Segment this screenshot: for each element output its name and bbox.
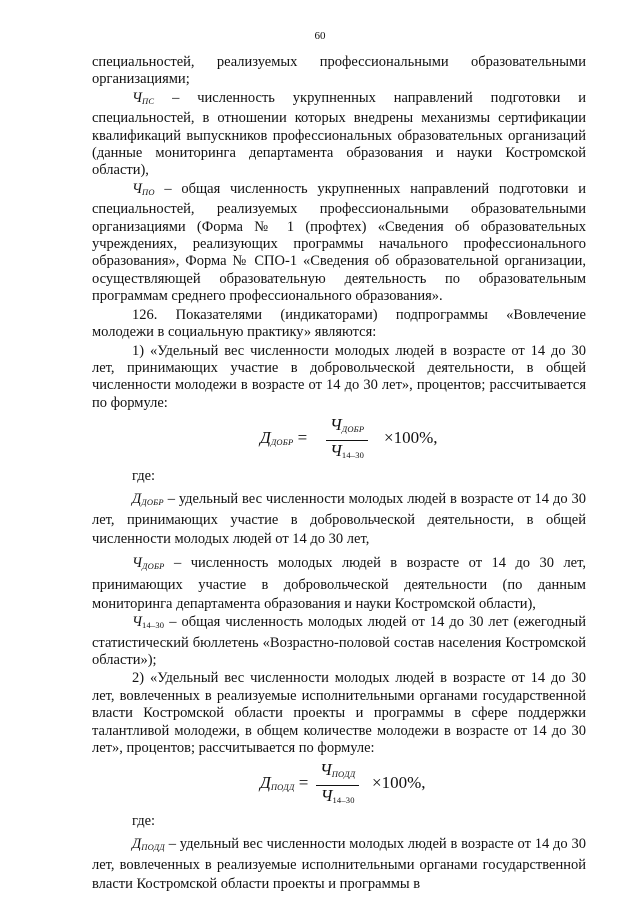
definition-ch-dobr [92, 554, 586, 613]
definition-ch-ps [92, 90, 586, 180]
formula-denominator: $Ч_{14-30}$ [320, 785, 355, 805]
formula-lhs: $Д_{ПОДД}$ = [260, 773, 309, 793]
symbol-subscript: ДОБР [141, 496, 164, 507]
definition-text: – общая численность молодых людей от 14 до 30 лет (ежегодный статистический бюллетень «Возрастно-половой состав населения Костромской области»); [92, 614, 586, 668]
symbol: Ч [132, 614, 142, 631]
page-number: 60 [314, 30, 326, 42]
where-label: где: [132, 813, 156, 830]
definition-text: – удельный вес численности молодых людей в возрасте от 14 до 30 лет, принимающих участие в добровольческой деятельности, в общей численности молодых людей от 14 до 30 лет, [92, 490, 586, 547]
definition-text: – численность молодых людей в возрасте от 14 до 30 лет, принимающих участие в добровольческой деятельности (по данным мониторинга департамента образования и науки Костромской области), [92, 555, 586, 612]
document-body [92, 54, 586, 894]
symbol: Ч [132, 180, 142, 197]
formula-fraction [326, 416, 368, 464]
formula-dobr [92, 416, 586, 464]
definition-d-dobr [92, 490, 586, 549]
definition-text: – удельный вес численности молодых людей в возрасте от 14 до 30 лет, вовлеченных в реализуемые исполнительными органами государственной власти Костромской области проекты и программы в [92, 835, 586, 892]
where-label: где: [132, 468, 156, 485]
indicator-2: 2) «Удельный вес численности молодых людей в возрасте от 14 до 30 лет, вовлеченных в реализуемые исполнительными органами государственной власти Костромской области проекты и программы в сфере поддержки талантливой молодежи, в общем количестве молодежи в возрасте от 14 до 30 лет», процентов; рассчитывается по формуле: [92, 670, 586, 756]
formula-fraction [316, 761, 359, 809]
symbol: Ч [132, 555, 142, 572]
formula-numerator: $Ч_{ДОБР}$ [326, 416, 368, 440]
indicator-1: 1) «Удельный вес численности молодых людей в возрасте от 14 до 30 лет, принимающих участие в добровольческой деятельности, в общей численности молодежи в возрасте от 14 до 30 лет», процентов; рассчитывается по формуле: [92, 342, 586, 411]
paragraph-126: 126. Показателями (индикаторами) подпрограммы «Вовлечение молодежи в социальную практику» являются: [92, 306, 586, 341]
definition-d-podd [92, 835, 586, 894]
symbol: Д [132, 835, 142, 852]
symbol-subscript: 14–30 [142, 620, 165, 631]
formula-numerator: $Ч_{ПОДД}$ [316, 761, 359, 785]
formula-lhs: $Д_{ДОБР}$ = [260, 428, 308, 448]
symbol: Ч [132, 89, 142, 106]
definition-text: – общая численность укрупненных направлений подготовки и специальностей, реализуемых профессиональными образовательными организациями (Форма № 1 (профтех) «Сведения об образовательных учреждениях, реализующих программы начального профессионального образования», Форма № СПО-1 «Сведения об образовательной организации, осуществляющей образовательную деятельность по образовательным программам среднего профессионального образования». [92, 180, 586, 305]
definition-ch-14-30 [92, 614, 586, 669]
formula-denominator: $Ч_{14-30}$ [330, 440, 365, 460]
symbol-subscript: ДОБР [142, 561, 165, 572]
paragraph-continuation: специальностей, реализуемых профессиональными образовательными организациями; [92, 54, 586, 88]
symbol-subscript: ПОДД [141, 841, 165, 852]
symbol-subscript: ПС [142, 95, 155, 106]
definition-ch-po [92, 181, 586, 306]
symbol-subscript: ПО [142, 186, 155, 197]
definition-text: – численность укрупненных направлений подготовки и специальностей, в отношении которых внедрены механизмы сертификации квалификаций выпускников профессиональных образовательных организаций (данные мониторинга департамента образования и науки Костромской области), [92, 89, 586, 179]
symbol: Д [132, 490, 142, 507]
formula-podd [92, 761, 586, 809]
formula-rhs: ×100%, [372, 773, 426, 793]
formula-rhs: ×100%, [384, 428, 438, 448]
